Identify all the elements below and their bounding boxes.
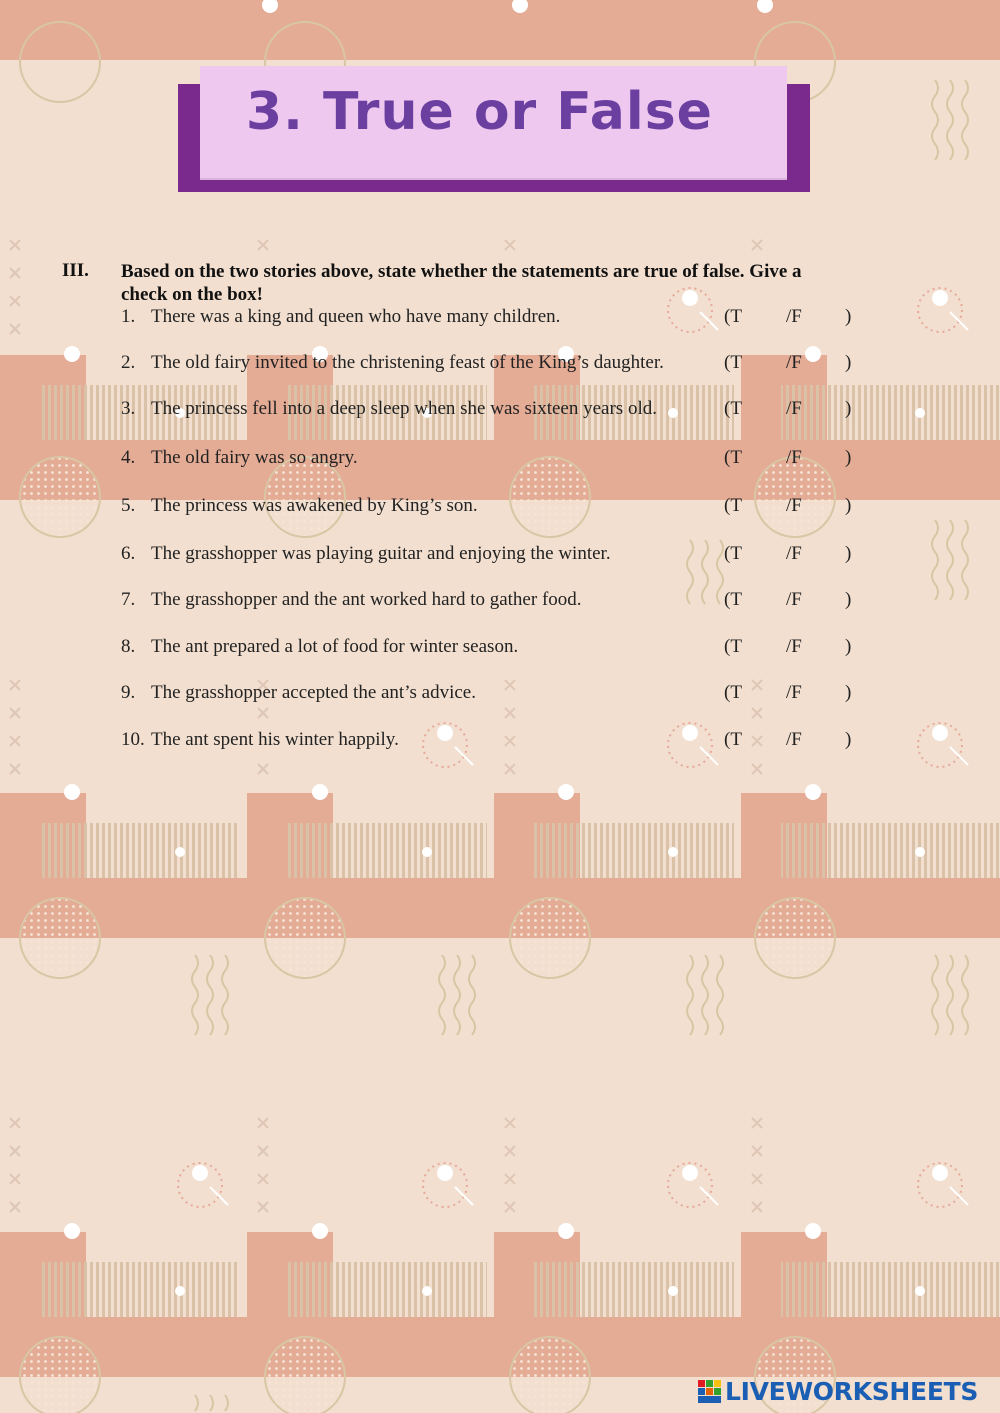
statement-text: The grasshopper accepted the ant’s advice.: [151, 682, 476, 703]
false-option[interactable]: /F: [786, 729, 802, 750]
statement-text: The grasshopper and the ant worked hard to gather food.: [151, 589, 582, 610]
statement-text: The grasshopper was playing guitar and enjoying the winter.: [151, 543, 611, 564]
statement-number: 9.: [121, 682, 136, 703]
true-option[interactable]: (T: [724, 398, 742, 419]
statement-row: [0, 589, 1000, 615]
statement-number: 4.: [121, 447, 136, 468]
true-option[interactable]: (T: [724, 495, 742, 516]
statement-text: The princess was awakened by King’s son.: [151, 495, 478, 516]
true-option[interactable]: (T: [724, 682, 742, 703]
answer-close: ): [845, 447, 852, 468]
statement-number: 2.: [121, 352, 136, 373]
false-option[interactable]: /F: [786, 636, 802, 657]
statement-number: 6.: [121, 543, 136, 564]
answer-close: ): [845, 495, 852, 516]
true-option[interactable]: (T: [724, 306, 742, 327]
statement-row: [0, 636, 1000, 662]
false-option[interactable]: /F: [786, 543, 802, 564]
statement-number: 7.: [121, 589, 136, 610]
liveworksheets-logo-icon: [698, 1380, 722, 1404]
true-option[interactable]: (T: [724, 589, 742, 610]
instruction-text: Based on the two stories above, state whether the statements are true of false. Give a check on the box!: [121, 261, 802, 305]
statement-number: 10.: [121, 729, 145, 750]
statement-row: [0, 352, 1000, 378]
statement-text: The old fairy invited to the christening feast of the King’s daughter.: [151, 352, 664, 373]
answer-close: ): [845, 306, 852, 327]
statement-row: [0, 729, 1000, 755]
statement-text: The ant spent his winter happily.: [151, 729, 399, 750]
section-number: III.: [62, 260, 89, 281]
answer-close: ): [845, 729, 852, 750]
false-option[interactable]: /F: [786, 495, 802, 516]
statement-row: [0, 495, 1000, 521]
statement-row: [0, 682, 1000, 708]
answer-close: ): [845, 682, 852, 703]
statement-row: [0, 447, 1000, 473]
statement-row: [0, 306, 1000, 332]
answer-close: ): [845, 398, 852, 419]
statement-number: 3.: [121, 398, 136, 419]
statement-number: 8.: [121, 636, 136, 657]
true-option[interactable]: (T: [724, 352, 742, 373]
answer-close: ): [845, 543, 852, 564]
false-option[interactable]: /F: [786, 447, 802, 468]
statement-row: [0, 398, 1000, 424]
false-option[interactable]: /F: [786, 306, 802, 327]
false-option[interactable]: /F: [786, 398, 802, 419]
statement-number: 5.: [121, 495, 136, 516]
false-option[interactable]: /F: [786, 589, 802, 610]
answer-close: ): [845, 589, 852, 610]
liveworksheets-logo-text: LIVEWORKSHEETS: [725, 1377, 979, 1406]
statement-text: The old fairy was so angry.: [151, 447, 358, 468]
answer-close: ): [845, 352, 852, 373]
true-option[interactable]: (T: [724, 447, 742, 468]
false-option[interactable]: /F: [786, 682, 802, 703]
statement-number: 1.: [121, 306, 136, 327]
true-option[interactable]: (T: [724, 729, 742, 750]
statement-row: [0, 543, 1000, 569]
false-option[interactable]: /F: [786, 352, 802, 373]
true-option[interactable]: (T: [724, 636, 742, 657]
true-option[interactable]: (T: [724, 543, 742, 564]
statement-text: There was a king and queen who have many children.: [151, 306, 561, 327]
statement-text: The ant prepared a lot of food for winter season.: [151, 636, 519, 657]
page-title: 3. True or False: [246, 82, 713, 142]
answer-close: ): [845, 636, 852, 657]
statement-text: The princess fell into a deep sleep when she was sixteen years old.: [151, 398, 657, 419]
